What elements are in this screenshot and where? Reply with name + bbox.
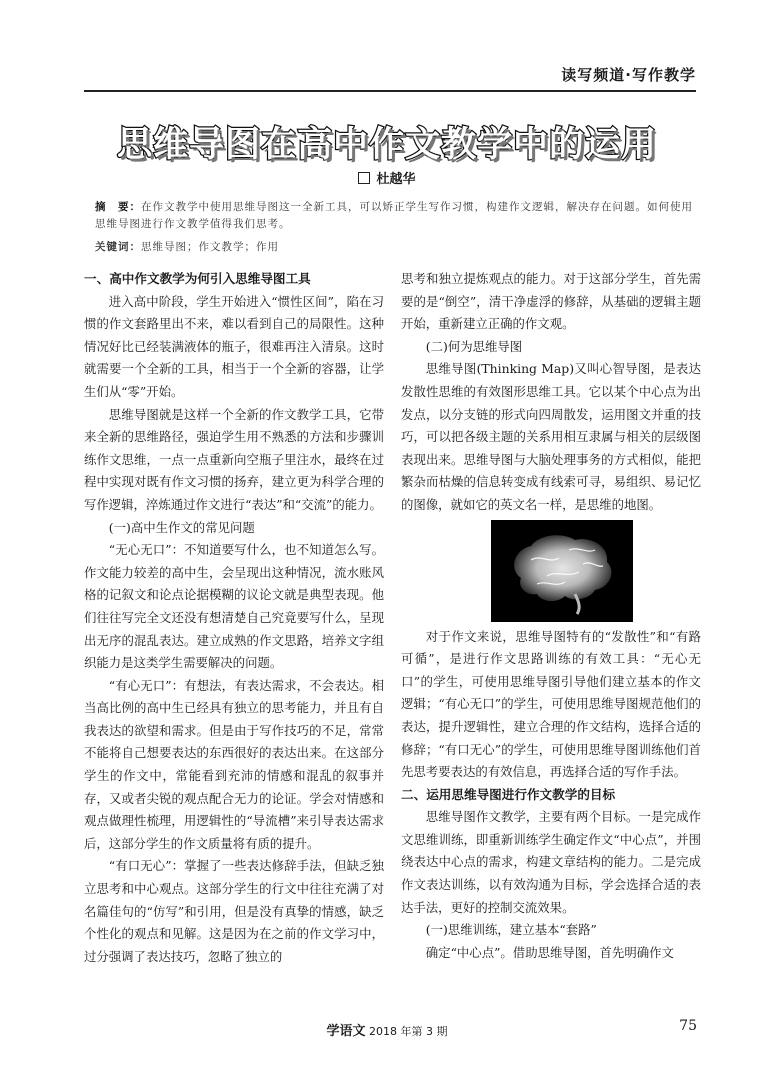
header-rule	[84, 90, 696, 92]
paragraph: 对于作文来说，思维导图特有的“发散性”和“有路可循”，是进行作文思路训练的有效工具：“无心无口”的学生，可使用思维导图引导他们建立基本的作文逻辑；“有心无口”的学生，可使用思维导图规范他们的表达，提升逻辑性，建立合理的作文结构，选择合适的修辞；“有口无心”的学生，可使用思维导图训练他们首先思考要表达的有效信息，再选择合适的写作手法。	[401, 628, 701, 780]
footer-journal	[0, 1020, 774, 1039]
paragraph: “无心无口”：不知道要写什么，也不知道怎么写。作文能力较差的高中生，会呈现出这种情况，流水账风格的记叙文和论点论据模糊的议论文就是典型表现。他们往往写完全文还没有想清楚自己究竟要写什么，呈现出无序的混乱表达。建立成熟的作文思路，培养文字组织能力是这类学生需要解决的问题。	[84, 542, 384, 671]
section-header: 读写频道·写作教学	[561, 66, 696, 84]
journal-name: 学语文	[326, 1024, 366, 1039]
keywords	[95, 239, 699, 256]
right-column-top	[401, 268, 701, 517]
right-column	[401, 268, 701, 964]
brain-image	[491, 520, 633, 622]
section-heading: 一、高中作文教学为何引入思维导图工具	[84, 271, 311, 286]
article-title: 思维导图在高中作文教学中的运用	[116, 125, 657, 165]
keywords-label: 关键词：	[95, 241, 141, 253]
paragraph: 确定“中心点”。借助思维导图，首先明确作文	[425, 944, 674, 960]
subsection-heading: (二)何为思维导图	[425, 338, 523, 354]
paragraph: 进入高中阶段，学生开始进入“惯性区间”，陷在习惯的作文套路里出不来，难以看到自己的局限性。这种情况好比已经装满液体的瓶子，很难再注入清泉。这时就需要一个全新的工具，相当于一个全新的容器，让学生们从“零”开始。	[84, 293, 384, 399]
abstract-text: 在作文教学中使用思维导图这一全新工具，可以矫正学生写作习惯，构建作文逻辑，解决存在问题。如何使用思维导图进行作文教学值得我们思考。	[95, 201, 693, 230]
right-column-bottom	[401, 626, 701, 965]
page-number: 75	[679, 1018, 697, 1034]
box-icon	[358, 172, 370, 184]
left-column	[84, 268, 384, 968]
journal-issue: 2018 年第 3 期	[369, 1025, 448, 1038]
paragraph: 思维导图(Thinking Map)又叫心智导图，是表达发散性思维的有效图形思维工具。它以某个中心点为出发点，以分支链的形式向四周散发，运用图文并重的技巧，可以把各级主题的关系用相互隶属与相关的层级图表现出来。思维导图与大脑处理事务的方式相似，能把繁杂而枯燥的信息转变成有线索可寻，易组织、易记忆的图像，就如它的英文名一样，是思维的地图。	[401, 361, 701, 512]
paragraph: 思考和独立提炼观点的能力。对于这部分学生，首先需要的是“倒空”，清干净虚浮的修辞，从基础的逻辑主题开始，重新建立正确的作文观。	[401, 271, 701, 332]
paragraph: 思维导图就是这样一个全新的作文教学工具，它带来全新的思维路径，强迫学生用不熟悉的方法和步骤训练作文思维，一点一点重新向空瓶子里注水，最终在过程中实现对既有作文习惯的扬弃，建立更为科学合理的写作逻辑，淬炼通过作文进行“表达”和“交流”的能力。	[84, 406, 384, 512]
paragraph: “有口无心”：掌握了一些表达修辞手法，但缺乏独立思考和中心观点。这部分学生的行文中往往充满了对名篇佳句的“仿写”和引用，但是没有真挚的情感，缺乏个性化的观点和见解。这是因为在之前的作文学习中，过分强调了表达技巧，忽略了独立的	[84, 858, 384, 964]
subsection-heading: (一)思维训练，建立基本“套路”	[425, 922, 597, 938]
paragraph: 思维导图作文教学，主要有两个目标。一是完成作文思维训练，即重新训练学生确定作文“中心点”，并围绕表达中心点的需求，构建文章结构的能力。二是完成作文表达训练，以有效沟通为目标，学会选择合适的表达手法，更好的控制交流效果。	[401, 809, 701, 915]
abstract	[95, 199, 699, 233]
keywords-text: 思维导图；作文教学；作用	[141, 241, 279, 253]
section-heading: 二、运用思维导图进行作文教学的目标	[401, 786, 616, 802]
subsection-heading: (一)高中生作文的常见问题	[108, 519, 255, 535]
author-name: 杜越华	[376, 172, 416, 187]
paragraph: “有心无口”：有想法，有表达需求，不会表达。相当高比例的高中生已经具有独立的思考能力，并且有自我表达的欲望和需求。但是由于写作技巧的不足，常常不能将自己想要表达的东西很好的表达出来。在这部分学生的作文中，常能看到充沛的情感和混乱的叙事并存，又或者尖锐的观点配合无力的论证。学会对情感和观点做理性梳理，用逻辑性的“导流槽”来引导表达需求后，这部分学生的作文质量将有质的提升。	[84, 677, 384, 851]
author-line	[0, 168, 774, 187]
abstract-label: 摘 要：	[95, 201, 141, 213]
